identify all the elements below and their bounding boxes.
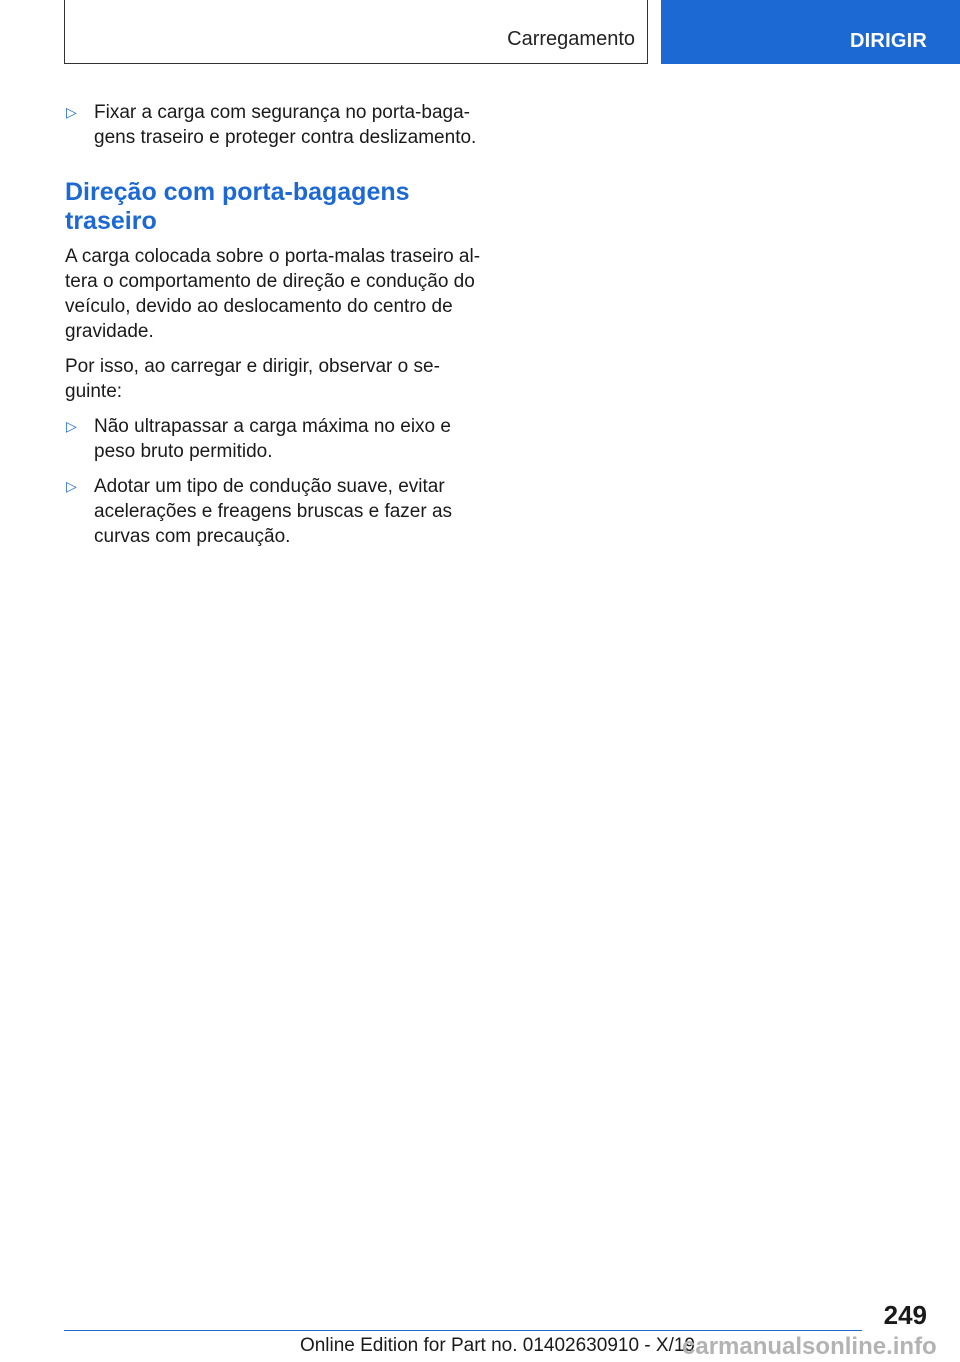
list-item-text: Fixar a carga com segurança no porta-bagagens traseiro e proteger contra deslizamento. — [94, 102, 477, 148]
list-item — [65, 414, 485, 464]
chapter-tab[interactable] — [661, 0, 960, 64]
chapter-tab-label: DIRIGIR — [850, 30, 927, 52]
section-title: Carregamento — [507, 28, 635, 50]
list-item — [65, 100, 485, 150]
footer-divider — [64, 1330, 862, 1331]
paragraph: A carga colocada sobre o porta-malas traseiro altera o comportamento de direção e condução do veículo, devido ao deslocamento do centro de gravidade. — [65, 246, 481, 342]
header-section-box — [64, 0, 648, 64]
list-item-text: Não ultrapassar a carga máxima no eixo e peso bruto permitido. — [94, 416, 451, 462]
page-number: 249 — [883, 1300, 927, 1330]
edition-text: Online Edition for Part no. 01402630910 - X/19 — [299, 1335, 695, 1356]
list-item-text: Adotar um tipo de condução suave, evitar acelerações e freagens bruscas e fazer as curvas com precaução. — [94, 476, 453, 547]
page-content — [65, 100, 485, 559]
triangle-bullet-icon: ▷ — [66, 104, 77, 120]
section-heading: Direção com porta-bagagens traseiro — [65, 178, 410, 235]
list-item — [65, 474, 485, 549]
watermark: carmanualsonline.info — [682, 1333, 937, 1360]
paragraph: Por isso, ao carregar e dirigir, observar o seguinte: — [65, 356, 440, 402]
triangle-bullet-icon: ▷ — [66, 418, 77, 434]
triangle-bullet-icon: ▷ — [66, 478, 77, 494]
